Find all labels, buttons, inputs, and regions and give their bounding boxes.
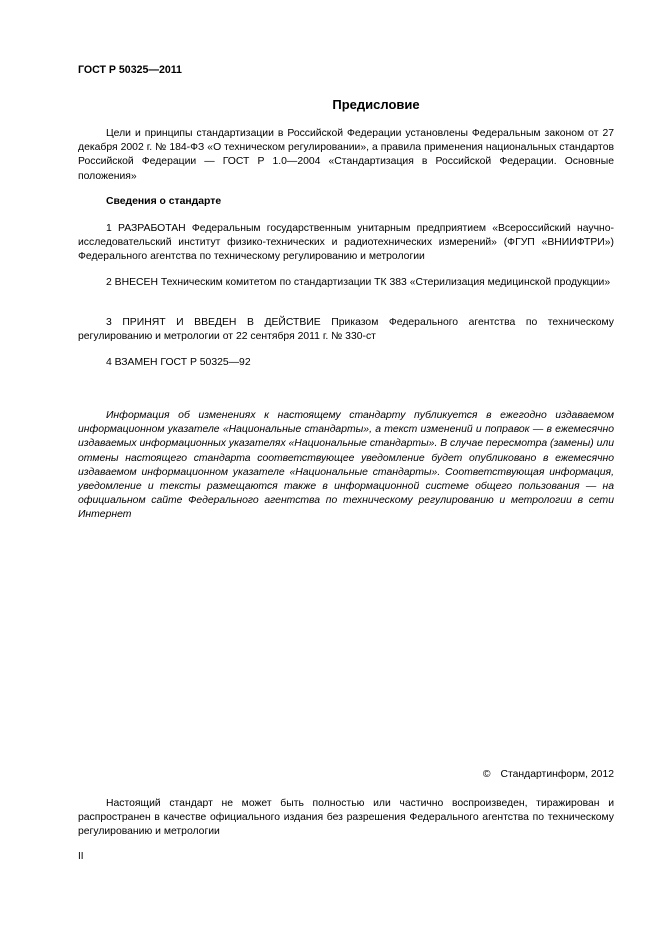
item-4: 4 ВЗАМЕН ГОСТ Р 50325—92 bbox=[106, 357, 251, 368]
item-1: 1 РАЗРАБОТАН Федеральным государственным унитарным предприятием «Всероссийский научно-исследовательский институт физико-технических и радиотехнических измерений» (ФГУП «ВНИИФТРИ») Федерального агентства по техническому регулированию и метрологии bbox=[78, 223, 614, 263]
section-subtitle: Сведения о стандарте bbox=[106, 196, 222, 207]
copyright bbox=[483, 768, 614, 782]
copyright-text: Стандартинформ, 2012 bbox=[500, 769, 614, 780]
info-notice: Информация об изменениях к настоящему стандарту публикуется в ежегодно издаваемом информационном указателе «Национальные стандарты», а текст изменений и поправок — в ежемесячно издаваемых информационных указателях «Национальные стандарты». В случае пересмотра (замены) или отмены настоящего стандарта соответствующее уведомление будет опубликовано в ежемесячно издаваемом информационном указателе «Национальные стандарты». Соответствующая информация, уведомление и тексты размещаются также в информационной системе общего пользования — на официальном сайте Федерального агентства по техническому регулированию и метрологии в сети Интернет bbox=[78, 410, 614, 521]
copyright-symbol: © bbox=[482, 769, 491, 780]
page-number: II bbox=[78, 851, 84, 862]
item-2: 2 ВНЕСЕН Техническим комитетом по стандартизации ТК 383 «Стерилизация медицинской продукции» bbox=[106, 277, 611, 288]
item-3: 3 ПРИНЯТ И ВВЕДЕН В ДЕЙСТВИЕ Приказом Федерального агентства по техническому регулированию и метрологии от 22 сентября 2011 г. № 330-ст bbox=[78, 317, 614, 343]
intro-paragraph: Цели и принципы стандартизации в Российской Федерации установлены Федеральным законом от 27 декабря 2002 г. № 184-ФЗ «О техническом регулировании», а правила применения национальных стандартов Российской Федерации — ГОСТ Р 1.0—2004 «Стандартизация в Российской Федерации. Основные положения» bbox=[78, 128, 614, 182]
reproduction-notice: Настоящий стандарт не может быть полностью или частично воспроизведен, тиражирован и распространен в качестве официального издания без разрешения Федерального агентства по техническому регулированию и метрологии bbox=[78, 798, 614, 838]
page-title: Предисловие bbox=[332, 97, 420, 112]
document-header: ГОСТ Р 50325—2011 bbox=[78, 64, 182, 76]
